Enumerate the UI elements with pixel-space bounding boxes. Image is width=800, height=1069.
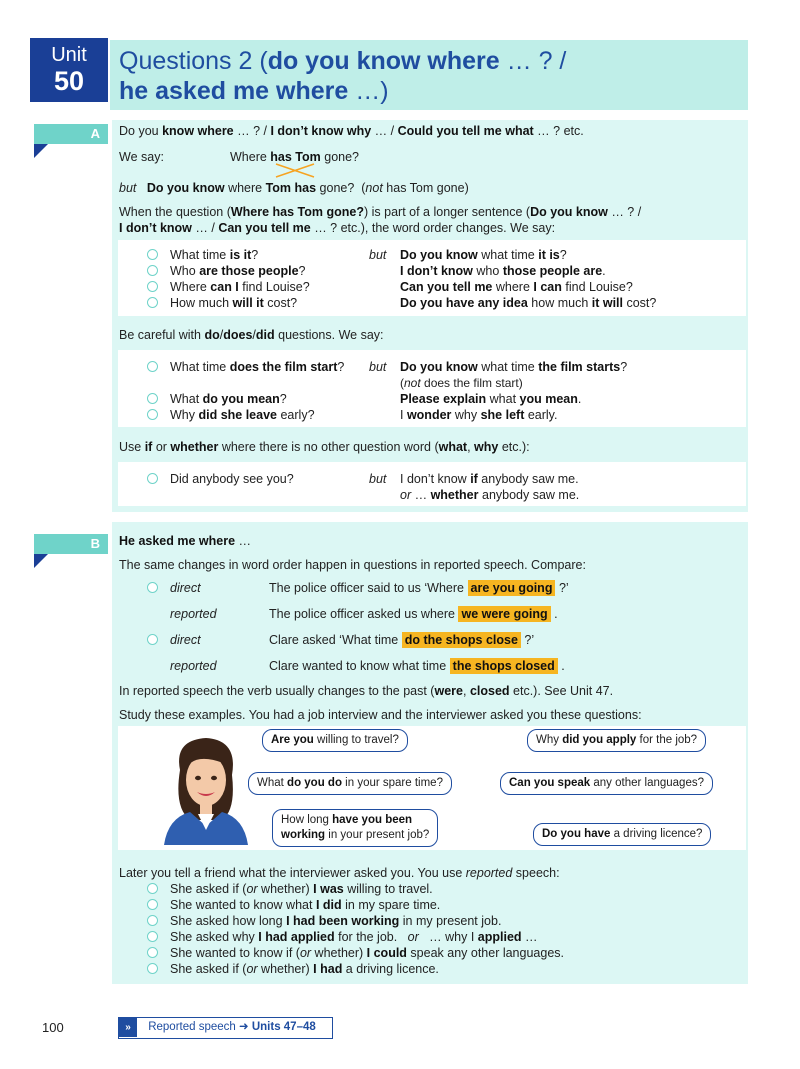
bullet-icon — [147, 297, 158, 308]
table-row-left: What do you mean? — [170, 392, 287, 406]
if-whether-note: Use if or whether where there is no other question word (what, why etc.): — [119, 440, 530, 454]
page-title — [110, 40, 748, 110]
table-row-right: Can you tell me where I can find Louise? — [400, 280, 633, 294]
reported-label: reported — [170, 607, 217, 621]
list-item: She asked why I had applied for the job. or … why I applied … — [170, 930, 538, 944]
but-label: but — [369, 248, 387, 262]
table-row-left: Where can I find Louise? — [170, 280, 310, 294]
title-rest-2: …) — [348, 77, 389, 105]
bullet-icon — [147, 634, 158, 645]
table-row-right-alt: or … whether anybody saw me. — [400, 488, 580, 502]
bullet-icon — [147, 361, 158, 372]
bullet-icon — [147, 409, 158, 420]
table-row-left: Who are those people? — [170, 264, 306, 278]
section-a-tab-corner — [34, 144, 48, 158]
highlight: are you going — [468, 580, 556, 596]
but-example: but Do you know where Tom has gone? (not has Tom gone) — [119, 181, 469, 195]
table-row-right: Do you know what time it is? — [400, 248, 567, 262]
list-item: She asked if (or whether) I was willing to travel. — [170, 882, 433, 896]
direct-label: direct — [170, 633, 201, 647]
table-row-left: Did anybody see you? — [170, 472, 294, 486]
careful-note: Be careful with do/does/did questions. We say: — [119, 328, 384, 342]
explain-line-2: I don’t know … / Can you tell me … ? etc.), the word order changes. We say: — [119, 221, 556, 235]
study-note: Study these examples. You had a job interview and the interviewer asked you these questions: — [119, 708, 642, 722]
bullet-icon — [147, 883, 158, 894]
speech-bubble: Are you willing to travel? — [262, 729, 408, 752]
bullet-icon — [147, 947, 158, 958]
speech-bubble: Can you speak any other languages? — [500, 772, 713, 795]
bullet-icon — [147, 915, 158, 926]
table-row-right: I don’t know if anybody saw me. — [400, 472, 579, 486]
highlight: we were going — [458, 606, 550, 622]
table-row-right: Do you know what time the film starts? — [400, 360, 628, 374]
speech-bubble: How long have you been working in your present job? — [272, 809, 438, 847]
past-note: In reported speech the verb usually changes to the past (were, closed etc.). See Unit 47. — [119, 684, 614, 698]
table-row-right: I don’t know who those people are. — [400, 264, 606, 278]
we-say-label: We say: — [119, 150, 164, 164]
speech-bubble: Why did you apply for the job? — [527, 729, 706, 752]
table-row-right: Please explain what you mean. — [400, 392, 582, 406]
title-bold-1: do you know where — [267, 47, 500, 75]
section-a-intro: Do you know where … ? / I don’t know why … / Could you tell me what … ? etc. — [119, 124, 584, 138]
bullet-icon — [147, 899, 158, 910]
but-label: but — [369, 472, 387, 486]
table-row-left: What time does the film start? — [170, 360, 345, 374]
interviewer-avatar — [160, 730, 252, 845]
not-note: (not does the film start) — [400, 376, 523, 390]
unit-number: 50 — [53, 66, 85, 96]
table-row-left: Why did she leave early? — [170, 408, 315, 422]
title-rest-1: … ? / — [499, 47, 567, 75]
bullet-icon — [147, 281, 158, 292]
speech-bubble: Do you have a driving licence? — [533, 823, 711, 846]
speech-bubble: What do you do in your spare time? — [248, 772, 452, 795]
direct-label: direct — [170, 581, 201, 595]
page-number: 100 — [42, 1020, 64, 1035]
swap-arrows-icon — [268, 163, 328, 179]
reported-label: reported — [170, 659, 217, 673]
bullet-icon — [147, 393, 158, 404]
table-row-right: Do you have any idea how much it will cost? — [400, 296, 657, 310]
section-b-tab-corner — [34, 554, 48, 568]
later-note: Later you tell a friend what the interviewer asked you. You use reported speech: — [119, 866, 560, 880]
list-item: She asked if (or whether) I had a driving licence. — [170, 962, 439, 976]
bullet-icon — [147, 582, 158, 593]
table-row-left: How much will it cost? — [170, 296, 298, 310]
title-plain: Questions 2 ( — [119, 47, 268, 75]
table-row-right: I wonder why she left early. — [400, 408, 558, 422]
highlight: do the shops close — [402, 632, 521, 648]
table-row-left: What time is it? — [170, 248, 259, 262]
ref-arrow-icon: ➜ — [239, 1021, 252, 1033]
reported-sentence: Clare wanted to know what time the shops closed . — [269, 659, 565, 673]
ref-units: Units 47–48 — [251, 1021, 316, 1033]
direct-sentence: The police officer said to us ‘Where are you going ?’ — [269, 581, 569, 595]
bullet-icon — [147, 473, 158, 484]
section-b-tab: B — [34, 534, 108, 554]
list-item: She wanted to know if (or whether) I could speak any other languages. — [170, 946, 564, 960]
highlight: the shops closed — [450, 658, 558, 674]
title-bold-2: he asked me where — [119, 77, 349, 105]
unit-badge — [30, 38, 108, 102]
reported-sentence: The police officer asked us where we were going . — [269, 607, 558, 621]
explain-line-1: When the question (Where has Tom gone?) is part of a longer sentence (Do you know … ? / — [119, 205, 642, 219]
bullet-icon — [147, 963, 158, 974]
but-label: but — [369, 360, 387, 374]
double-chevron-icon: » — [119, 1018, 137, 1037]
section-b-intro: The same changes in word order happen in questions in reported speech. Compare: — [119, 558, 586, 572]
cross-reference-link[interactable] — [118, 1017, 333, 1039]
unit-word: Unit — [51, 44, 87, 66]
direct-sentence: Clare asked ‘What time do the shops close ?’ — [269, 633, 535, 647]
section-a-tab: A — [34, 124, 108, 144]
list-item: She wanted to know what I did in my spare time. — [170, 898, 441, 912]
section-b-heading: He asked me where … — [119, 534, 252, 548]
bullet-icon — [147, 931, 158, 942]
list-item: She asked how long I had been working in my present job. — [170, 914, 502, 928]
bullet-icon — [147, 249, 158, 260]
example-plain: Where has Tom gone? — [230, 150, 360, 164]
bullet-icon — [147, 265, 158, 276]
ref-text: Reported speech — [148, 1021, 236, 1033]
